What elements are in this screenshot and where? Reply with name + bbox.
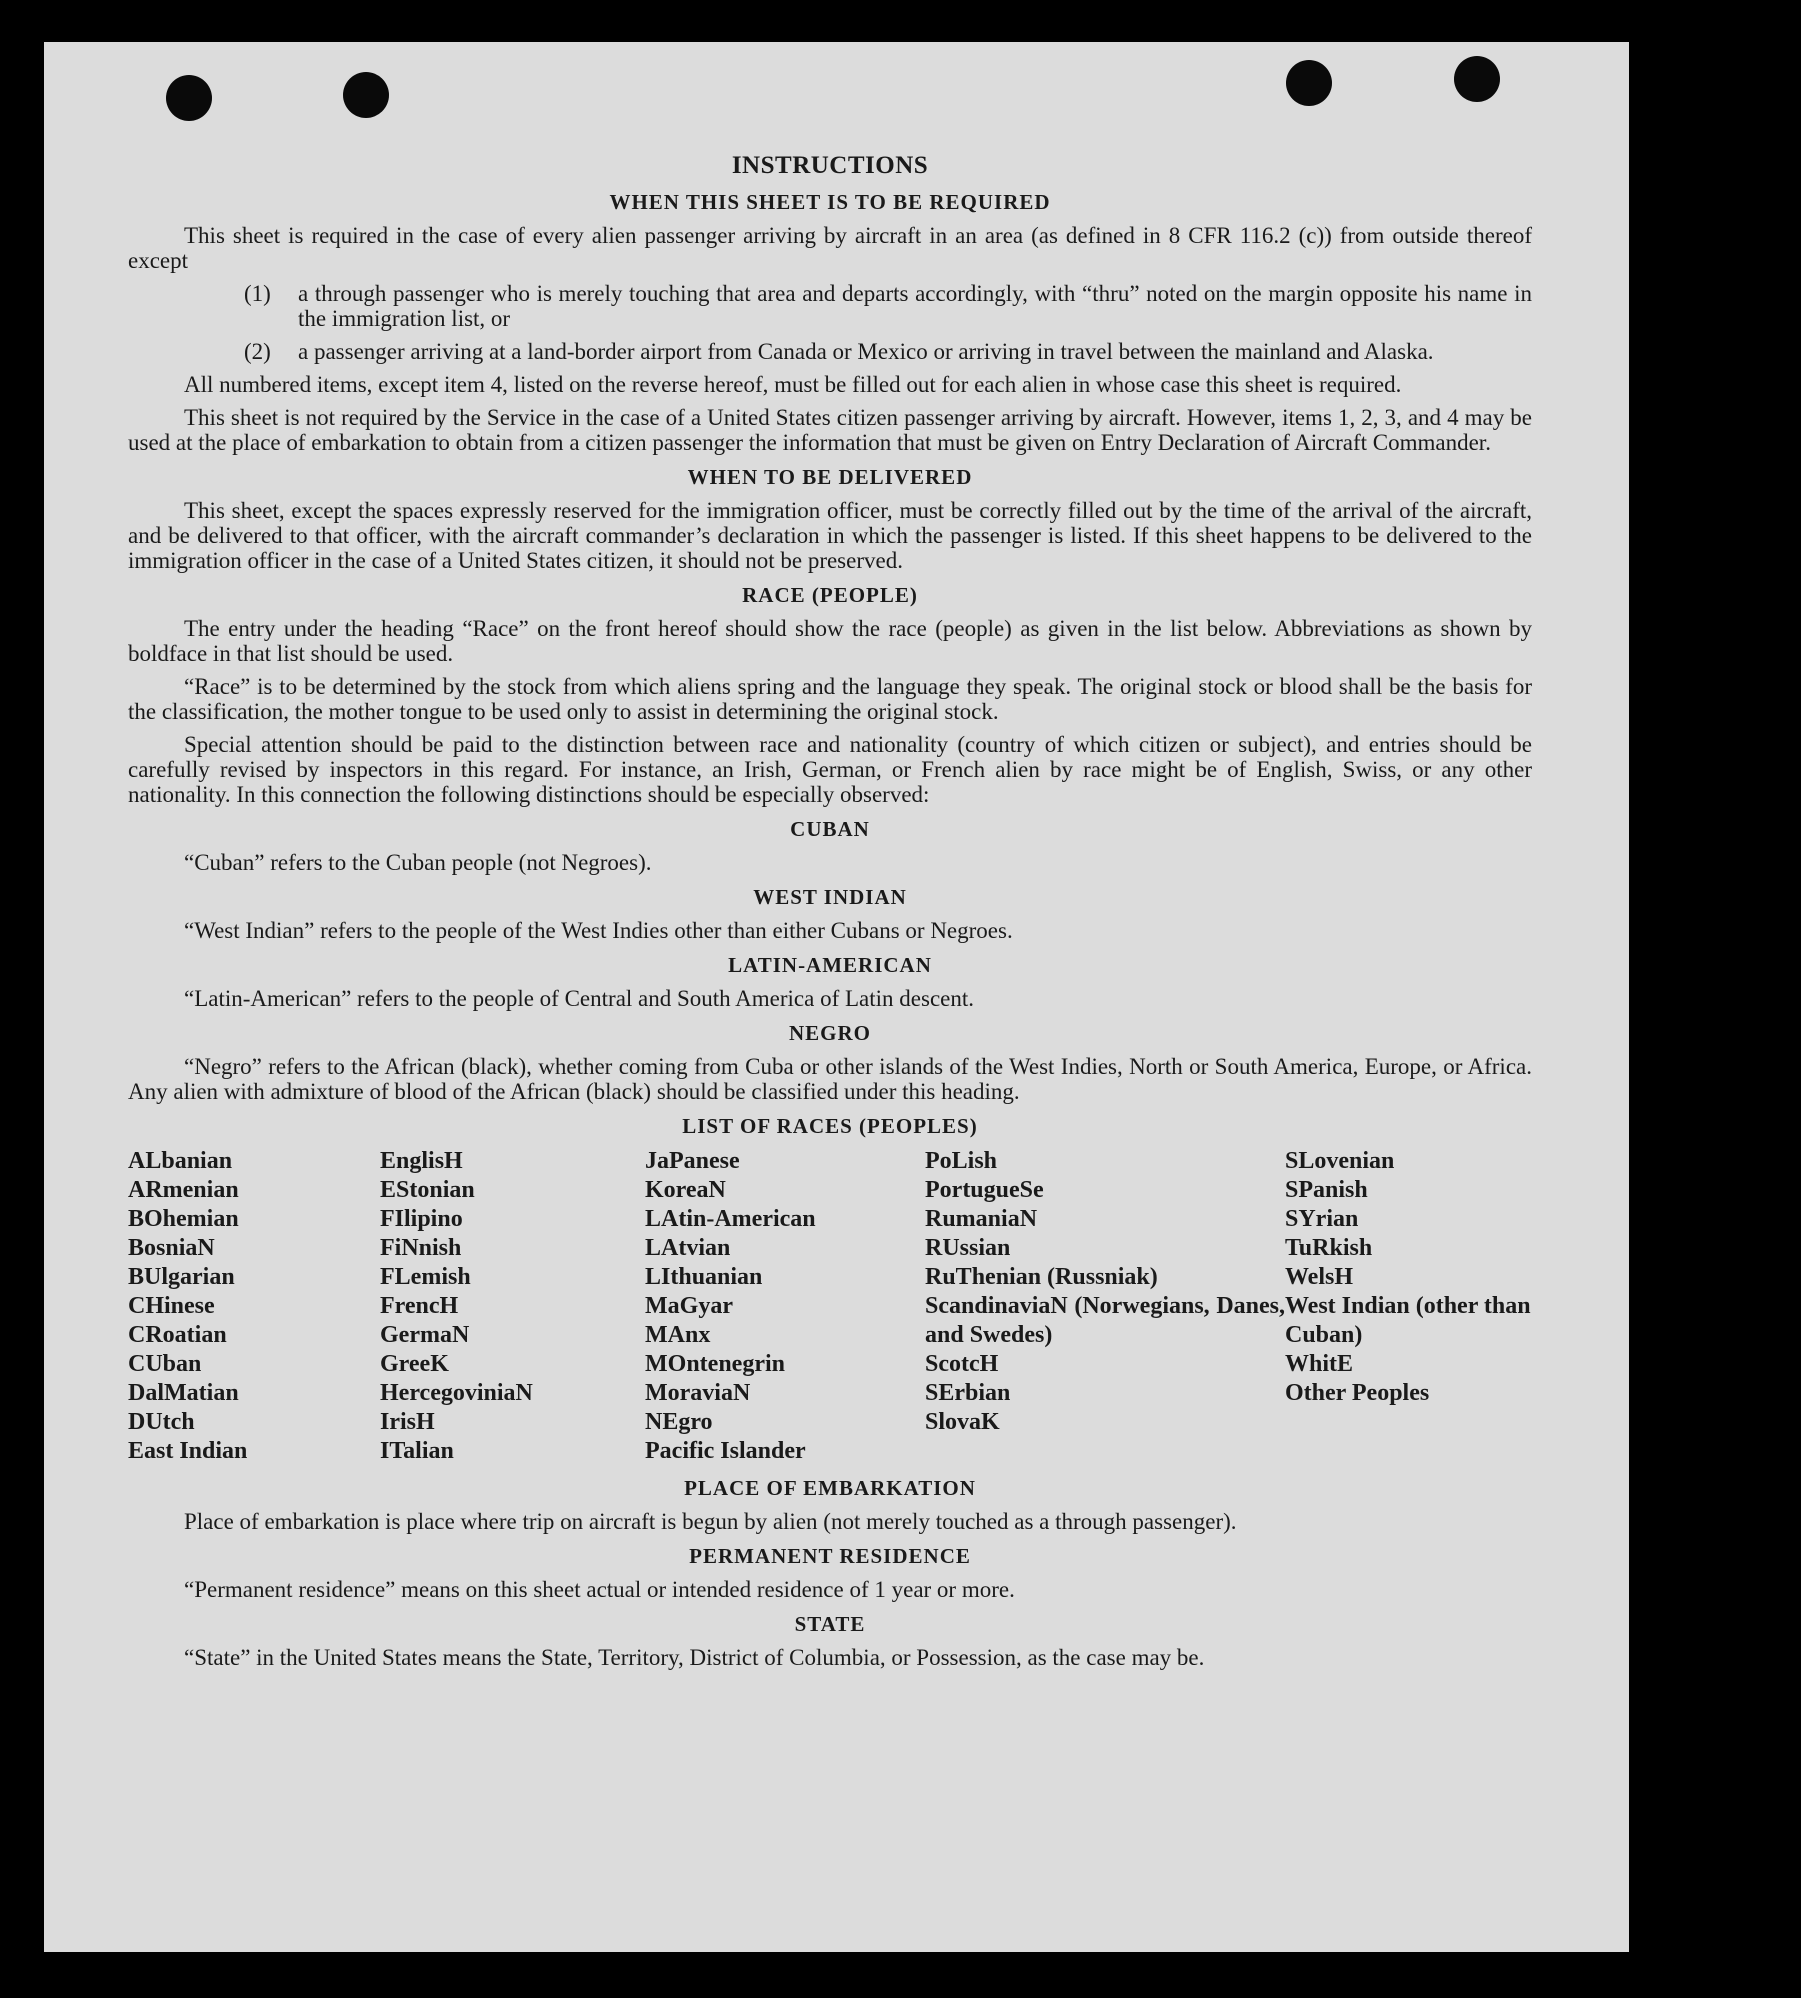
race-entry: ITalian (380, 1438, 454, 1464)
section-heading-state: STATE (794, 1612, 866, 1636)
item-number: (1) (244, 281, 271, 306)
section-heading-races-list: LIST OF RACES (PEOPLES) (682, 1114, 978, 1138)
race-entry: East Indian (128, 1438, 248, 1464)
list-item (244, 339, 1532, 364)
races-column (925, 1147, 1285, 1466)
race-entry: SPanish (1285, 1177, 1368, 1203)
definition-latin-american: “Latin-American” refers to the people of Central and South America of Latin descent. (184, 986, 974, 1011)
paragraph: Special attention should be paid to the distinction between race and nationality (country of which citizen or subject), and entries should be carefully revised by inspectors in this regard. For instance, an Irish, German, or French alien by race might be of English, Swiss, or any other nationality. In this connection the following distinctions should be especially observed: (128, 732, 1532, 807)
race-entry: BosniaN (128, 1235, 215, 1261)
race-entry: GreeK (380, 1351, 449, 1377)
list-item (244, 281, 1532, 331)
race-entry: FiNnish (380, 1235, 462, 1261)
race-entry: EnglisH (380, 1148, 463, 1174)
paragraph: All numbered items, except item 4, listed on the reverse hereof, must be filled out for each alien in whose case this sheet is required. (184, 372, 1402, 397)
section-heading-embarkation: PLACE OF EMBARKATION (684, 1476, 976, 1500)
races-table (128, 1147, 1532, 1466)
race-entry: WelsH (1285, 1264, 1354, 1290)
race-entry: LAtvian (645, 1235, 731, 1261)
race-entry: FIlipino (380, 1206, 463, 1232)
punch-hole (1454, 56, 1500, 102)
race-entry: MaGyar (645, 1293, 733, 1319)
section-heading-cuban: CUBAN (790, 817, 870, 841)
race-entry: MOntenegrin (645, 1351, 785, 1377)
race-entry: LAtin-American (645, 1206, 816, 1232)
race-entry: EStonian (380, 1177, 475, 1203)
races-column (380, 1147, 645, 1466)
definition-cuban: “Cuban” refers to the Cuban people (not Negroes). (184, 850, 652, 875)
race-entry: PortugueSe (925, 1177, 1044, 1203)
paragraph: The entry under the heading “Race” on the front hereof should show the race (people) as given in the list below. Abbreviations as shown by boldface in that list should be used. (128, 616, 1532, 666)
document-sheet (44, 42, 1629, 1952)
punch-hole (1286, 60, 1332, 106)
race-entry: JaPanese (645, 1148, 740, 1174)
page-title: INSTRUCTIONS (731, 152, 929, 179)
section-heading-latin-american: LATIN-AMERICAN (728, 953, 932, 977)
definition-embarkation: Place of embarkation is place where trip on aircraft is begun by alien (not merely touched as a through passenger). (184, 1509, 1237, 1534)
definition-negro: “Negro” refers to the African (black), whether coming from Cuba or other islands of the West Indies, North or South America, Europe, or Africa. Any alien with admixture of blood of the African (black) should be classified under this heading. (128, 1054, 1532, 1104)
paragraph: This sheet is required in the case of every alien passenger arriving by aircraft in an area (as defined in 8 CFR 116.2 (c)) from outside thereof except (128, 223, 1532, 273)
race-entry: RuThenian (Russniak) (925, 1264, 1158, 1290)
section-heading-delivered: WHEN TO BE DELIVERED (687, 465, 973, 489)
race-entry: GermaN (380, 1322, 470, 1348)
race-entry: FrencH (380, 1293, 459, 1319)
race-entry: Other Peoples (1285, 1380, 1430, 1406)
race-entry: ALbanian (128, 1148, 233, 1174)
item-text: a through passenger who is merely touching that area and departs accordingly, with “thru” noted on the margin opposite his name in the immigration list, or (298, 281, 1532, 331)
races-column (1285, 1147, 1532, 1466)
race-entry: MAnx (645, 1322, 711, 1348)
race-entry: SlovaK (925, 1409, 1000, 1435)
race-entry: RumaniaN (925, 1206, 1038, 1232)
definition-state: “State” in the United States means the State, Territory, District of Columbia, or Possession, as the case may be. (184, 1645, 1205, 1670)
item-number: (2) (244, 339, 271, 364)
race-entry: WhitE (1285, 1351, 1354, 1377)
race-entry: CHinese (128, 1293, 215, 1319)
race-entry: IrisH (380, 1409, 435, 1435)
race-entry: DalMatian (128, 1380, 239, 1406)
race-entry: ScotcH (925, 1351, 999, 1377)
section-heading-race: RACE (PEOPLE) (742, 583, 918, 607)
race-entry: SYrian (1285, 1206, 1359, 1232)
race-entry: Pacific Islander (645, 1438, 806, 1464)
section-heading-required: WHEN THIS SHEET IS TO BE REQUIRED (609, 190, 1051, 214)
section-heading-west-indian: WEST INDIAN (753, 885, 907, 909)
race-entry: KoreaN (645, 1177, 726, 1203)
item-text: a passenger arriving at a land-border airport from Canada or Mexico or arriving in travel between the mainland and Alaska. (298, 339, 1434, 364)
race-entry: RUssian (925, 1235, 1011, 1261)
race-entry: BUlgarian (128, 1264, 235, 1290)
section-heading-residence: PERMANENT RESIDENCE (689, 1544, 971, 1568)
definition-residence: “Permanent residence” means on this sheet actual or intended residence of 1 year or more. (184, 1577, 1015, 1602)
race-entry: NEgro (645, 1409, 713, 1435)
race-entry: BOhemian (128, 1206, 239, 1232)
section-heading-negro: NEGRO (788, 1021, 871, 1045)
paragraph: This sheet is not required by the Service in the case of a United States citizen passenger arriving by aircraft. However, items 1, 2, 3, and 4 may be used at the place of embarkation to obtain from a citizen passenger the information that must be given on Entry Declaration of Aircraft Commander. (128, 405, 1532, 455)
race-entry: LIthuanian (645, 1264, 763, 1290)
race-entry: ScandinaviaN (Norwegians, Danes, and Swedes) (925, 1293, 1285, 1348)
race-entry: SErbian (925, 1380, 1011, 1406)
paragraph: This sheet, except the spaces expressly reserved for the immigration officer, must be correctly filled out by the time of the arrival of the aircraft, and be delivered to that officer, with the aircraft commander’s declaration in which the passenger is listed. If this sheet happens to be delivered to the immigration officer in the case of a United States citizen, it should not be preserved. (128, 498, 1532, 573)
race-entry: MoraviaN (645, 1380, 751, 1406)
race-entry: TuRkish (1285, 1235, 1373, 1261)
document-content (128, 108, 1532, 1678)
race-entry: PoLish (925, 1148, 998, 1174)
race-entry: SLovenian (1285, 1148, 1395, 1174)
races-column (128, 1147, 380, 1466)
definition-west-indian: “West Indian” refers to the people of the West Indies other than either Cubans or Negroes. (184, 918, 1013, 943)
race-entry: West Indian (other than Cuban) (1285, 1293, 1531, 1348)
race-entry: FLemish (380, 1264, 471, 1290)
race-entry: CRoatian (128, 1322, 227, 1348)
race-entry: ARmenian (128, 1177, 239, 1203)
race-entry: CUban (128, 1351, 202, 1377)
paragraph: “Race” is to be determined by the stock from which aliens spring and the language they speak. The original stock or blood shall be the basis for the classification, the mother tongue to be used only to assist in determining the original stock. (128, 674, 1532, 724)
race-entry: DUtch (128, 1409, 195, 1435)
races-column (645, 1147, 925, 1466)
race-entry: HercegoviniaN (380, 1380, 533, 1406)
